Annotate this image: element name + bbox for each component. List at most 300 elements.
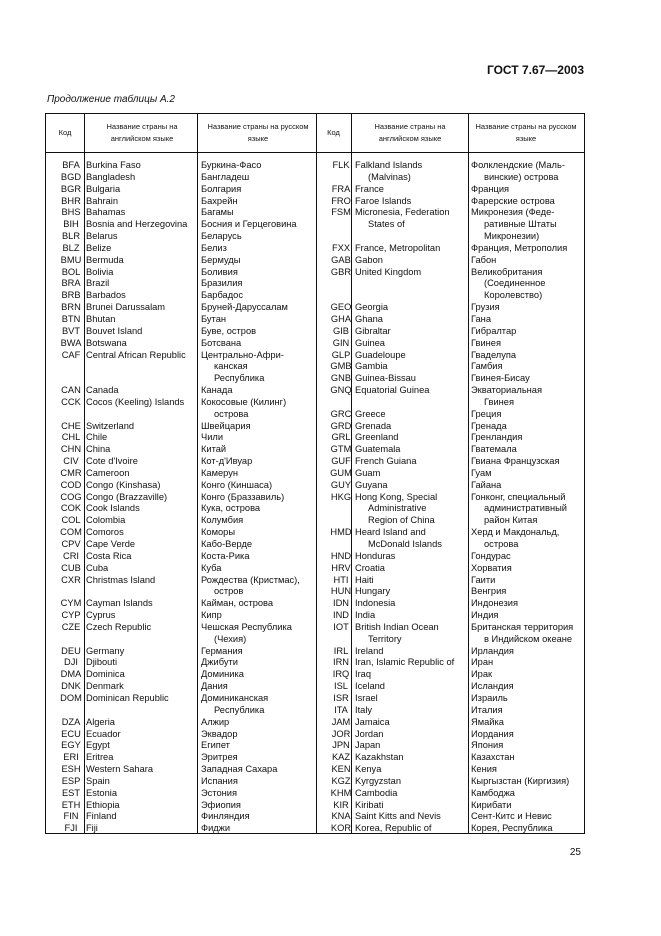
english-name-2-cell: Croatia (355, 562, 385, 573)
english-name-1-cell: Bhutan (86, 313, 116, 324)
english-name-1-cell: Estonia (86, 787, 118, 798)
code-2-cell: GRC (330, 408, 352, 419)
code-1-cell: DOM (60, 692, 82, 703)
english-name-2-cell: Administrative (368, 503, 427, 514)
english-name-2-cell: Ireland (355, 645, 384, 656)
english-name-2-cell: Heard Island and (355, 527, 426, 538)
english-name-1-cell: Comoros (86, 527, 124, 538)
russian-name-2-cell: Габон (471, 254, 497, 265)
table-row (46, 705, 584, 717)
russian-name-1-cell: Белиз (201, 242, 227, 253)
english-name-1-cell: Czech Republic (86, 621, 152, 632)
english-name-1-cell: Barbados (86, 290, 126, 301)
code-1-cell: COD (60, 479, 82, 490)
table-row (46, 646, 584, 658)
russian-name-1-cell: Эстония (201, 787, 238, 798)
code-1-cell: COM (60, 527, 82, 538)
russian-name-1-cell: Германия (201, 645, 243, 656)
english-name-1-cell: Eritrea (86, 752, 114, 763)
russian-name-1-cell: Канада (201, 385, 233, 396)
table-row (46, 302, 584, 314)
russian-name-2-cell: Исландия (471, 681, 514, 692)
russian-name-2-cell: Гвинея (471, 337, 501, 348)
english-name-2-cell: Guam (355, 467, 381, 478)
table-row (46, 326, 584, 338)
english-name-1-cell: Bosnia and Herzegovina (86, 219, 188, 230)
code-2-cell: GEO (330, 302, 352, 313)
russian-name-1-cell: Ботсвана (201, 337, 242, 348)
code-1-cell: BIH (63, 219, 79, 230)
english-name-1-cell: Bermuda (86, 254, 124, 265)
table-row (46, 196, 584, 208)
code-1-cell: BVT (61, 325, 81, 336)
code-2-cell: GIB (332, 325, 349, 336)
english-name-2-cell: Region of China (368, 515, 435, 526)
code-1-cell: COG (60, 491, 82, 502)
code-1-cell: CXR (61, 574, 81, 585)
russian-name-1-cell: Эфиопия (201, 799, 241, 810)
russian-name-1-cell: канская (214, 361, 248, 372)
header-russian-name-2: Название страны на русском языке (475, 122, 577, 143)
russian-name-2-cell: Ирак (471, 669, 493, 680)
code-1-cell: ESP (61, 775, 81, 786)
russian-name-1-cell: Барбадос (201, 290, 243, 301)
page-number: 25 (569, 847, 581, 858)
code-2-cell: FXX (331, 242, 351, 253)
russian-name-1-cell: Эритрея (201, 752, 238, 763)
english-name-1-cell: Brazil (86, 278, 110, 289)
english-name-1-cell: Cayman Islands (86, 598, 153, 609)
english-name-2-cell: Micronesia, Federation (355, 207, 450, 218)
russian-name-1-cell: Испания (201, 775, 238, 786)
english-name-2-cell: Iran, Islamic Republic of (355, 657, 455, 668)
russian-name-1-cell: Куба (201, 562, 222, 573)
table-row (46, 219, 584, 231)
russian-name-1-cell: Финляндия (201, 811, 250, 822)
table-row (46, 468, 584, 480)
english-name-1-cell: Cote d'Ivoire (86, 456, 138, 467)
code-2-cell: ISL (334, 681, 348, 692)
english-name-2-cell: Hong Kong, Special (355, 491, 438, 502)
russian-name-1-cell: Швейцария (201, 420, 251, 431)
russian-name-2-cell: Кирибати (471, 799, 512, 810)
table-row (46, 622, 584, 634)
code-1-cell: BGR (60, 183, 82, 194)
russian-name-2-cell: Франция, Метрополия (471, 242, 568, 253)
russian-name-2-cell: Италия (471, 704, 503, 715)
russian-name-2-cell: Гренландия (471, 432, 523, 443)
code-2-cell: GNB (330, 373, 352, 384)
english-name-1-cell: Cook Islands (86, 503, 140, 514)
header-divider (46, 152, 584, 153)
header-code-2: Код (327, 128, 340, 137)
english-name-2-cell: McDonald Islands (368, 539, 442, 549)
code-1-cell: CZE (61, 621, 81, 632)
russian-name-1-cell: Буве, остров (201, 325, 257, 336)
english-name-1-cell: Chile (86, 432, 108, 443)
table-row (46, 207, 584, 219)
code-2-cell: IDN (332, 598, 349, 609)
english-name-2-cell: Guatemala (355, 444, 401, 455)
russian-name-1-cell: Колумбия (201, 515, 244, 526)
code-2-cell: GAB (331, 254, 351, 265)
table-row (46, 527, 584, 539)
code-1-cell: CAF (61, 349, 81, 360)
english-name-2-cell: Italy (355, 704, 373, 715)
code-1-cell: CIV (63, 456, 79, 467)
english-name-2-cell: Guinea-Bissau (355, 373, 416, 384)
english-name-1-cell: Egypt (86, 740, 110, 751)
table-row (46, 492, 584, 504)
english-name-2-cell: French Guiana (355, 456, 417, 467)
table-row (46, 610, 584, 622)
russian-name-2-cell: Микронезии) (484, 231, 540, 242)
russian-name-2-cell: Гаити (471, 574, 496, 585)
header-russian-name-1: Название страны на русском языке (207, 122, 309, 143)
english-name-1-cell: Cameroon (86, 467, 130, 478)
english-name-2-cell: Territory (368, 633, 402, 644)
table-row (46, 278, 584, 290)
english-name-2-cell: States of (368, 219, 405, 230)
english-name-1-cell: Bangladesh (86, 171, 136, 182)
table-row (46, 373, 584, 385)
russian-name-2-cell: Грузия (471, 302, 500, 313)
english-name-1-cell: Congo (Brazzaville) (86, 491, 168, 502)
english-name-1-cell: Dominican Republic (86, 692, 169, 703)
table-row (46, 788, 584, 800)
english-name-2-cell: Jordan (355, 728, 384, 739)
english-name-1-cell: Algeria (86, 716, 115, 727)
english-name-1-cell: Germany (86, 645, 125, 656)
table-row (46, 811, 584, 823)
russian-name-1-cell: Джибути (201, 657, 238, 668)
english-name-2-cell: Japan (355, 740, 381, 751)
code-1-cell: BRB (61, 290, 81, 301)
russian-name-2-cell: Экваториальная (471, 385, 543, 396)
russian-name-2-cell: Гвиана Французская (471, 456, 560, 467)
table-row (46, 598, 584, 610)
russian-name-2-cell: Фарерские острова (471, 195, 555, 206)
code-1-cell: DJI (64, 657, 78, 668)
english-name-2-cell: Iceland (355, 681, 385, 692)
english-name-2-cell: Cambodia (355, 787, 398, 798)
code-2-cell: KGZ (331, 775, 351, 786)
english-name-2-cell: Hungary (355, 586, 391, 597)
table-row (46, 764, 584, 776)
russian-name-1-cell: Кот-д'Ивуар (201, 456, 253, 467)
code-1-cell: BHR (61, 195, 81, 206)
code-2-cell: IND (332, 610, 349, 621)
russian-name-2-cell: (Соединенное (484, 278, 546, 289)
english-name-2-cell: (Malvinas) (368, 171, 411, 182)
code-2-cell: HND (330, 550, 352, 561)
code-2-cell: ITA (334, 704, 348, 715)
russian-name-2-cell: Гренада (471, 420, 507, 431)
code-2-cell: JOR (331, 728, 351, 739)
russian-name-1-cell: Кокосовые (Килинг) (201, 396, 287, 407)
table-row (46, 338, 584, 350)
code-1-cell: DEU (61, 645, 81, 656)
russian-name-2-cell: в Индийском океане (484, 633, 573, 644)
code-1-cell: EGY (61, 740, 81, 751)
russian-name-1-cell: Алжир (201, 716, 230, 727)
russian-name-2-cell: Иордания (471, 728, 514, 739)
code-1-cell: BRN (61, 302, 81, 313)
english-name-1-cell: Congo (Kinshasa) (86, 479, 161, 490)
russian-name-2-cell: Камбоджа (471, 787, 515, 798)
table-row (46, 350, 584, 362)
english-name-2-cell: Gibraltar (355, 325, 391, 336)
code-2-cell: GIN (332, 337, 350, 348)
english-name-1-cell: Ethiopia (86, 799, 120, 810)
russian-name-1-cell: Коста-Рика (201, 550, 250, 561)
russian-name-2-cell: Франция (471, 183, 510, 194)
english-name-1-cell: Spain (86, 775, 110, 786)
table-row (46, 172, 584, 184)
table-continuation-caption: Продолжение таблицы А.2 (47, 94, 175, 105)
table-row (46, 409, 584, 421)
english-name-1-cell: Denmark (86, 681, 124, 692)
code-1-cell: BLR (61, 231, 81, 242)
russian-name-1-cell: Бруней-Даруссалам (201, 302, 288, 313)
russian-name-1-cell: Рождества (Кристмас), (201, 574, 300, 585)
russian-name-1-cell: (Чехия) (214, 633, 247, 644)
table-row (46, 361, 584, 373)
russian-name-2-cell: Гамбия (471, 361, 503, 372)
code-2-cell: GTM (330, 444, 352, 455)
table-row (46, 586, 584, 598)
russian-name-1-cell: Болгария (201, 183, 242, 194)
table-row (46, 669, 584, 681)
russian-name-1-cell: Беларусь (201, 231, 242, 242)
code-2-cell: KAZ (331, 752, 351, 763)
russian-name-2-cell: Корея, Республика (471, 823, 553, 834)
table-row (46, 634, 584, 646)
russian-name-2-cell: Израиль (471, 692, 508, 703)
code-2-cell: IRN (332, 657, 349, 668)
russian-name-2-cell: Гваделупа (471, 349, 517, 360)
russian-name-2-cell: винские) острова (484, 171, 559, 182)
english-name-2-cell: Saint Kitts and Nevis (355, 811, 441, 822)
russian-name-2-cell: Гвинея (484, 396, 514, 407)
english-name-1-cell: Djibouti (86, 657, 118, 668)
russian-name-1-cell: Дания (201, 681, 228, 692)
table-row (46, 243, 584, 255)
english-name-2-cell: United Kingdom (355, 266, 422, 277)
code-1-cell: CYM (60, 598, 82, 609)
code-1-cell: CHE (61, 420, 81, 431)
russian-name-1-cell: Эквадор (201, 728, 238, 739)
english-name-2-cell: Honduras (355, 550, 396, 561)
russian-name-1-cell: Кука, острова (201, 503, 261, 514)
russian-name-1-cell: Кайман, острова (201, 598, 274, 609)
russian-name-1-cell: Буркина-Фасо (201, 160, 262, 170)
code-2-cell: KEN (331, 764, 351, 775)
russian-name-2-cell: Иран (471, 657, 494, 668)
code-2-cell: FLK (332, 160, 350, 170)
russian-name-2-cell: Хорватия (471, 562, 512, 573)
table-row (46, 563, 584, 575)
code-2-cell: GUF (331, 456, 351, 467)
code-1-cell: BHS (61, 207, 81, 218)
code-2-cell: IRL (333, 645, 349, 656)
code-1-cell: BMU (60, 254, 82, 265)
code-2-cell: HKG (330, 491, 352, 502)
russian-name-2-cell: район Китая (484, 515, 538, 526)
code-2-cell: IOT (333, 621, 349, 632)
code-2-cell: FRA (331, 183, 351, 194)
table-row (46, 397, 584, 409)
english-name-2-cell: Kiribati (355, 799, 384, 810)
russian-name-1-cell: Центрально-Афри- (201, 349, 284, 360)
code-2-cell: HTI (333, 574, 349, 585)
russian-name-1-cell: Кипр (201, 610, 222, 621)
russian-name-2-cell: Сент-Китс и Невис (471, 811, 552, 822)
english-name-2-cell: Equatorial Guinea (355, 385, 430, 396)
code-2-cell: KIR (333, 799, 349, 810)
english-name-2-cell: Faroe Islands (355, 195, 412, 206)
code-1-cell: FJI (64, 823, 78, 834)
table-row (46, 231, 584, 243)
code-2-cell: GRL (331, 432, 351, 443)
english-name-2-cell: France (355, 183, 384, 194)
code-1-cell: BGD (60, 171, 82, 182)
russian-name-1-cell: Китай (201, 444, 227, 455)
russian-name-1-cell: Доминика (201, 669, 244, 680)
english-name-2-cell: Kenya (355, 764, 382, 775)
code-2-cell: IRQ (332, 669, 350, 680)
russian-name-2-cell: Гвинея-Бисау (471, 373, 530, 384)
table-row (46, 255, 584, 267)
english-name-1-cell: Cocos (Keeling) Islands (86, 396, 185, 407)
code-2-cell: HUN (330, 586, 352, 597)
russian-name-1-cell: Конго (Киншаса) (201, 479, 273, 490)
code-1-cell: CYP (61, 610, 81, 621)
english-name-2-cell: India (355, 610, 376, 621)
code-2-cell: HRV (331, 562, 351, 573)
english-name-2-cell: Jamaica (355, 716, 390, 727)
table-row (46, 657, 584, 669)
russian-name-1-cell: Багамы (201, 207, 234, 218)
table-row (46, 740, 584, 752)
russian-name-1-cell: острова (214, 408, 249, 419)
table-row (46, 575, 584, 587)
english-name-2-cell: Korea, Republic of (355, 823, 432, 834)
russian-name-1-cell: Кабо-Верде (201, 539, 253, 549)
english-name-1-cell: Dominica (86, 669, 125, 680)
english-name-2-cell: Kazakhstan (355, 752, 404, 763)
english-name-1-cell: Christmas Island (86, 574, 156, 585)
russian-name-1-cell: Бразилия (201, 278, 243, 289)
russian-name-2-cell: Гайана (471, 479, 502, 490)
table-row (46, 503, 584, 515)
code-1-cell: DZA (61, 716, 81, 727)
english-name-2-cell: Guadeloupe (355, 349, 406, 360)
table-row (46, 432, 584, 444)
english-name-1-cell: Costa Rica (86, 550, 132, 561)
english-name-1-cell: Cape Verde (86, 539, 136, 549)
russian-name-1-cell: остров (214, 586, 244, 597)
code-1-cell: ESH (61, 764, 81, 775)
code-2-cell: GBR (330, 266, 352, 277)
english-name-1-cell: Central African Republic (86, 349, 186, 360)
code-2-cell: GLP (331, 349, 351, 360)
code-1-cell: CHN (60, 444, 82, 455)
russian-name-2-cell: Кения (471, 764, 497, 775)
code-1-cell: ERI (63, 752, 79, 763)
code-1-cell: CCK (61, 396, 81, 407)
code-1-cell: BFA (62, 160, 80, 170)
english-name-1-cell: Ecuador (86, 728, 121, 739)
english-name-2-cell: Greenland (355, 432, 399, 443)
english-name-1-cell: Cyprus (86, 610, 116, 621)
russian-name-1-cell: Республика (214, 373, 265, 384)
code-1-cell: CUB (61, 562, 81, 573)
english-name-1-cell: Belarus (86, 231, 118, 242)
code-1-cell: CHL (61, 432, 81, 443)
russian-name-2-cell: Индия (471, 610, 499, 621)
code-2-cell: JAM (331, 716, 351, 727)
english-name-2-cell: Indonesia (355, 598, 396, 609)
russian-name-1-cell: Бермуды (201, 254, 241, 265)
table-row (46, 776, 584, 788)
table-row (46, 539, 584, 551)
english-name-1-cell: Brunei Darussalam (86, 302, 166, 313)
russian-name-2-cell: Япония (471, 740, 504, 751)
english-name-2-cell: Georgia (355, 302, 389, 313)
russian-name-1-cell: Боливия (201, 266, 238, 277)
code-2-cell: GNQ (330, 385, 352, 396)
russian-name-2-cell: Венгрия (471, 586, 507, 597)
code-2-cell: GMB (330, 361, 352, 372)
russian-name-2-cell: Херд и Макдональд, (471, 527, 560, 538)
code-2-cell: GRD (330, 420, 352, 431)
russian-name-1-cell: Чили (201, 432, 224, 443)
russian-name-2-cell: Греция (471, 408, 502, 419)
table-row (46, 444, 584, 456)
russian-name-1-cell: Фиджи (201, 823, 231, 834)
russian-name-1-cell: Бутан (201, 313, 227, 324)
code-2-cell: FSM (331, 207, 351, 218)
russian-name-1-cell: Бангладеш (201, 171, 250, 182)
russian-name-2-cell: Гондурас (471, 550, 511, 561)
code-1-cell: BOL (61, 266, 81, 277)
english-name-1-cell: Bahrain (86, 195, 119, 206)
code-1-cell: CPV (61, 539, 81, 549)
code-1-cell: EST (61, 787, 81, 798)
english-name-2-cell: Iraq (355, 669, 372, 680)
code-1-cell: DMA (60, 669, 82, 680)
code-2-cell: ISR (333, 692, 349, 703)
code-2-cell: FRO (331, 195, 351, 206)
english-name-1-cell: Western Sahara (86, 764, 154, 775)
english-name-1-cell: Bulgaria (86, 183, 121, 194)
russian-name-2-cell: административный (484, 503, 567, 514)
english-name-2-cell: Falkland Islands (355, 160, 423, 170)
table-row (46, 551, 584, 563)
english-name-1-cell: Bahamas (86, 207, 126, 218)
code-1-cell: BWA (60, 337, 82, 348)
english-name-1-cell: Colombia (86, 515, 126, 526)
standard-designation: ГОСТ 7.67—2003 (486, 63, 584, 77)
russian-name-1-cell: Бахрейн (201, 195, 238, 206)
english-name-2-cell: Israel (355, 692, 378, 703)
russian-name-2-cell: Ирландия (471, 645, 514, 656)
russian-name-2-cell: Британская территория (471, 621, 574, 632)
english-name-2-cell: Guinea (355, 337, 385, 348)
code-1-cell: BRA (61, 278, 81, 289)
english-name-1-cell: Bolivia (86, 266, 114, 277)
